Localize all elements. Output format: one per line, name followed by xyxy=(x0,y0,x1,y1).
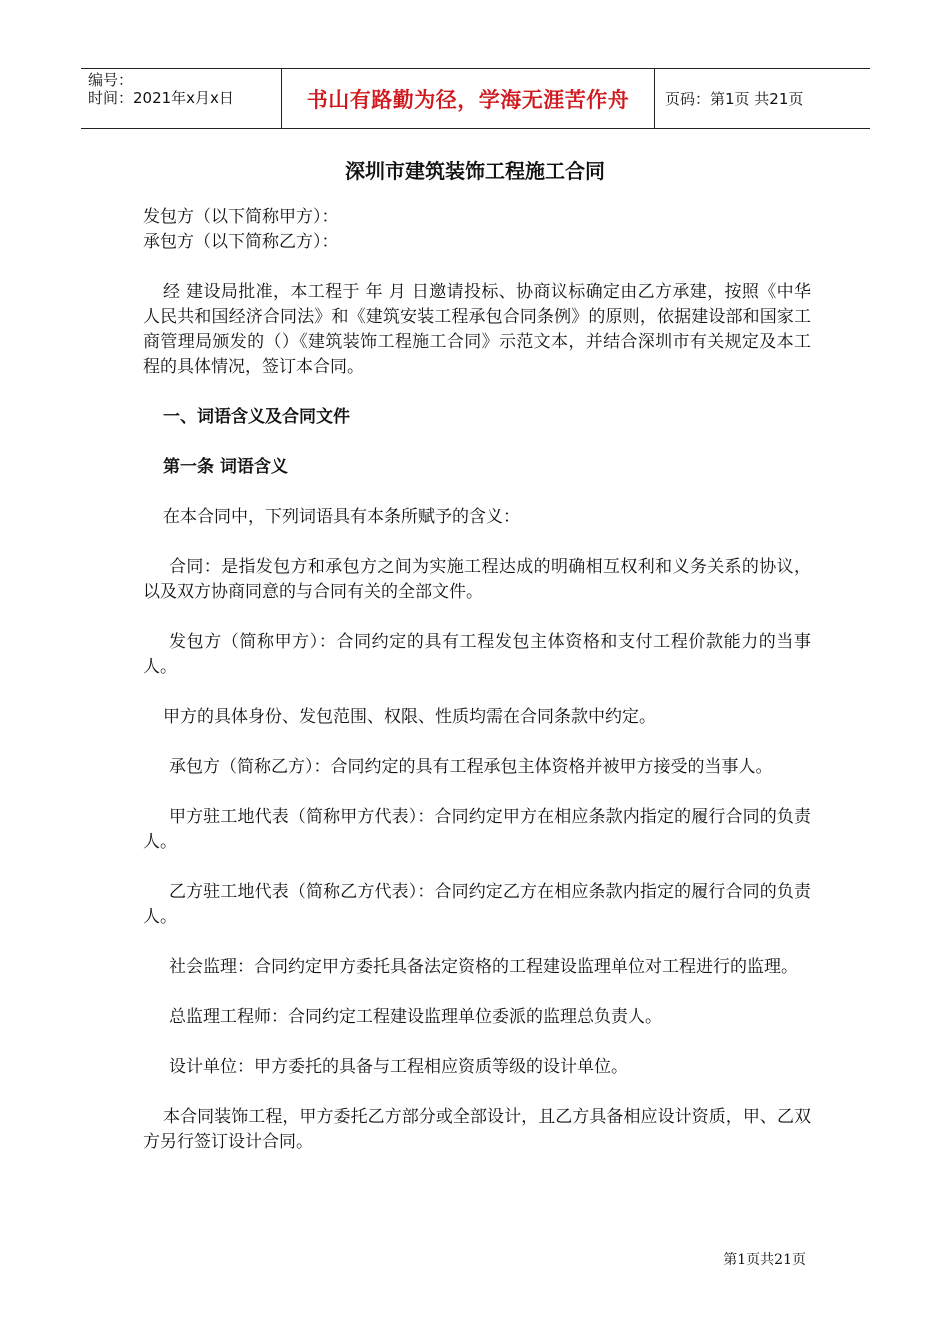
paragraph: 设计单位：甲方委托的具备与工程相应资质等级的设计单位。 xyxy=(169,1057,628,1077)
section-heading: 一、词语含义及合同文件 xyxy=(163,407,350,427)
intro-paragraph: 经 建设局批准，本工程于 年 月 日邀请投标、协商议标确定由乙方承建，按照《中华人民共和国经济合同法》和《建筑安装工程承包合同条例》的原则，依据建设部和国家工商管理局颁发的（）《建筑装饰工程施工合同》示范文本，并结合深圳市有关规定及本工程的具体情况，签订本合同。 xyxy=(143,282,811,377)
paragraph: 发包方（简称甲方）：合同约定的具有工程发包主体资格和支付工程价款能力的当事人。 xyxy=(143,632,811,677)
paragraph: 甲方驻工地代表（简称甲方代表）：合同约定甲方在相应条款内指定的履行合同的负责人。 xyxy=(143,807,811,852)
paragraph: 在本合同中，下列词语具有本条所赋予的含义： xyxy=(163,507,520,527)
paragraph: 甲方的具体身份、发包范围、权限、性质均需在合同条款中约定。 xyxy=(163,707,656,727)
paragraph: 承包方（简称乙方）：合同约定的具有工程承包主体资格并被甲方接受的当事人。 xyxy=(169,757,773,777)
document-body xyxy=(143,205,811,1155)
header-motto: 书山有路勤为径，学海无涯苦作舟 xyxy=(282,69,655,128)
paragraph: 总监理工程师：合同约定工程建设监理单位委派的监理总负责人。 xyxy=(169,1007,662,1027)
page-footer: 第1页共21页 xyxy=(723,1252,806,1268)
document-date-label: 时间：2021年x月x日 xyxy=(88,89,234,107)
paragraph: 社会监理：合同约定甲方委托具备法定资格的工程建设监理单位对工程进行的监理。 xyxy=(169,957,798,977)
header-page-info: 页码：第1页 共21页 xyxy=(665,90,804,108)
article-heading: 第一条 词语含义 xyxy=(163,457,288,477)
party-b-line: 承包方（以下简称乙方）： xyxy=(143,232,339,252)
document-title: 深圳市建筑装饰工程施工合同 xyxy=(345,159,605,183)
document-number-label: 编号： xyxy=(88,71,134,89)
paragraph: 本合同装饰工程，甲方委托乙方部分或全部设计，且乙方具备相应设计资质，甲、乙双方另行签订设计合同。 xyxy=(143,1107,811,1152)
party-a-line: 发包方（以下简称甲方）： xyxy=(143,207,339,227)
paragraph: 合同：是指发包方和承包方之间为实施工程达成的明确相互权利和义务关系的协议，以及双方协商同意的与合同有关的全部文件。 xyxy=(143,557,811,602)
paragraph: 乙方驻工地代表（简称乙方代表）：合同约定乙方在相应条款内指定的履行合同的负责人。 xyxy=(143,882,811,927)
header-meta xyxy=(81,69,282,128)
document-header xyxy=(81,68,870,129)
